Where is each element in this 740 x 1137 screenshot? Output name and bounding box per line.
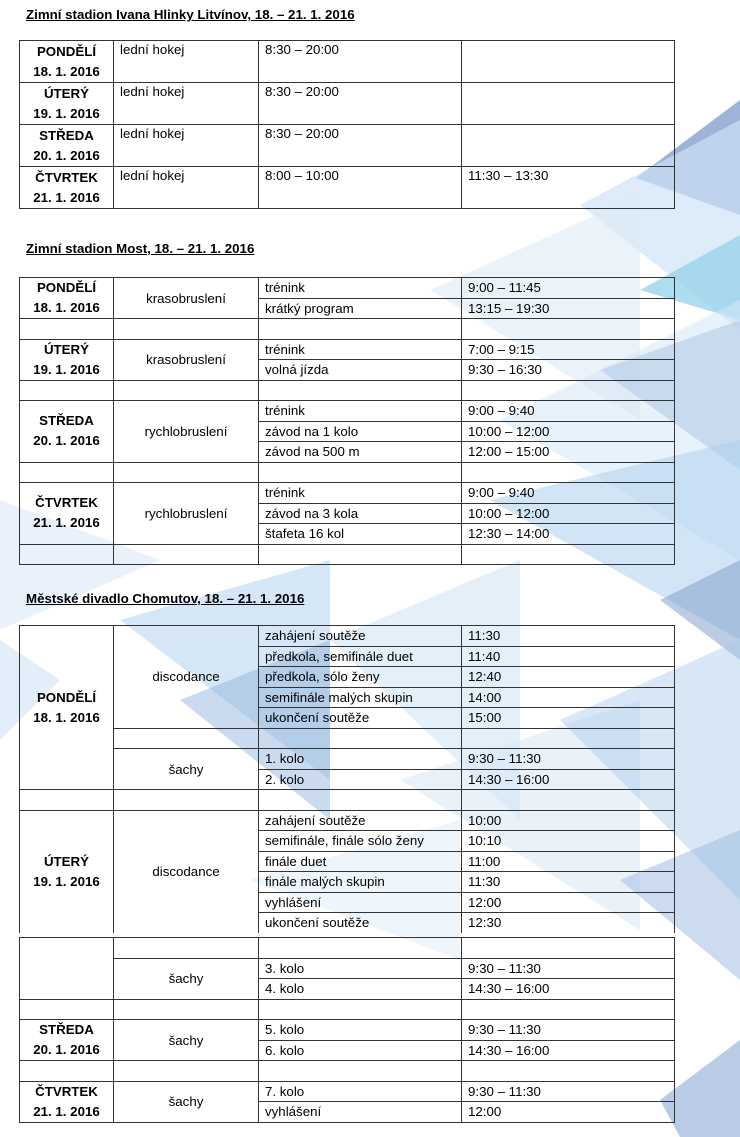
- time-cell: [462, 41, 675, 83]
- day-cell: STŘEDA 20. 1. 2016: [20, 401, 114, 463]
- table-row: [20, 749, 675, 770]
- time-cell: 12:30: [462, 913, 675, 933]
- event-cell: vyhlášení: [259, 1102, 462, 1123]
- event-cell: zahájení soutěže: [259, 626, 462, 647]
- time-cell: 14:30 – 16:00: [462, 979, 675, 1000]
- sport-cell: šachy: [114, 958, 259, 999]
- sport-cell: discodance: [114, 810, 259, 933]
- event-cell: 4. kolo: [259, 979, 462, 1000]
- time-cell: [462, 83, 675, 125]
- event-cell: trénink: [259, 278, 462, 299]
- table-row: [20, 339, 675, 360]
- sport-cell: šachy: [114, 1020, 259, 1061]
- event-cell: krátký program: [259, 298, 462, 319]
- day-cell: ÚTERÝ 19. 1. 2016: [20, 810, 114, 933]
- sport-cell: šachy: [114, 1081, 259, 1122]
- event-cell: volná jízda: [259, 360, 462, 381]
- event-cell: závod na 1 kolo: [259, 421, 462, 442]
- time-cell: 12:40: [462, 667, 675, 688]
- event-cell: 7. kolo: [259, 1081, 462, 1102]
- day-cell-continued: [20, 938, 114, 1000]
- day-cell: ÚTERÝ 19. 1. 2016: [20, 83, 114, 125]
- time-cell: 12:00: [462, 1102, 675, 1123]
- chomutov-table-part1: [19, 625, 675, 933]
- time-cell: 11:30 – 13:30: [462, 167, 675, 209]
- spacer-row: [20, 380, 675, 401]
- sport-cell: krasobruslení: [114, 339, 259, 380]
- time-cell: 8:30 – 20:00: [259, 83, 462, 125]
- event-cell: trénink: [259, 401, 462, 422]
- event-cell: ukončení soutěže: [259, 913, 462, 933]
- day-cell: ÚTERÝ 19. 1. 2016: [20, 339, 114, 380]
- time-cell: 9:00 – 11:45: [462, 278, 675, 299]
- sport-cell: lední hokej: [114, 125, 259, 167]
- spacer-row: [20, 1061, 675, 1082]
- sport-cell: krasobruslení: [114, 278, 259, 319]
- time-cell: 15:00: [462, 708, 675, 729]
- time-cell: 12:00 – 15:00: [462, 442, 675, 463]
- day-cell: ČTVRTEK 21. 1. 2016: [20, 1081, 114, 1122]
- time-cell: 10:00: [462, 810, 675, 831]
- table-row: [20, 278, 675, 299]
- spacer-row: [20, 728, 675, 749]
- event-cell: předkola, sólo ženy: [259, 667, 462, 688]
- time-cell: 14:30 – 16:00: [462, 1040, 675, 1061]
- table-row: [20, 810, 675, 831]
- event-cell: finále malých skupin: [259, 872, 462, 893]
- time-cell: 14:00: [462, 687, 675, 708]
- time-cell: 7:00 – 9:15: [462, 339, 675, 360]
- table-row: [20, 483, 675, 504]
- event-cell: semifinále malých skupin: [259, 687, 462, 708]
- time-cell: 14:30 – 16:00: [462, 769, 675, 790]
- sport-cell: rychlobruslení: [114, 483, 259, 545]
- day-cell: PONDĚLÍ 18. 1. 2016: [20, 41, 114, 83]
- event-cell: 2. kolo: [259, 769, 462, 790]
- event-cell: finále duet: [259, 851, 462, 872]
- sport-cell: discodance: [114, 626, 259, 729]
- day-cell: STŘEDA 20. 1. 2016: [20, 125, 114, 167]
- time-cell: 9:00 – 9:40: [462, 483, 675, 504]
- section-title-litvinov: Zimní stadion Ivana Hlinky Litvínov, 18. – 21. 1. 2016: [26, 7, 355, 22]
- event-cell: štafeta 16 kol: [259, 524, 462, 545]
- time-cell: 10:10: [462, 831, 675, 852]
- time-cell: 12:30 – 14:00: [462, 524, 675, 545]
- event-cell: předkola, semifinále duet: [259, 646, 462, 667]
- day-cell: ČTVRTEK 21. 1. 2016: [20, 483, 114, 545]
- spacer-row: [20, 544, 675, 565]
- time-cell: 12:00: [462, 892, 675, 913]
- time-cell: 10:00 – 12:00: [462, 421, 675, 442]
- time-cell: 11:30: [462, 872, 675, 893]
- table-row: [20, 41, 675, 83]
- table-row: [20, 1081, 675, 1102]
- time-cell: 8:30 – 20:00: [259, 41, 462, 83]
- time-cell: 9:00 – 9:40: [462, 401, 675, 422]
- event-cell: 6. kolo: [259, 1040, 462, 1061]
- litvinov-table: [19, 40, 675, 209]
- table-row: [20, 167, 675, 209]
- sport-cell: šachy: [114, 749, 259, 790]
- event-cell: 3. kolo: [259, 958, 462, 979]
- time-cell: 9:30 – 11:30: [462, 749, 675, 770]
- time-cell: 9:30 – 11:30: [462, 1020, 675, 1041]
- time-cell: 8:00 – 10:00: [259, 167, 462, 209]
- spacer-row: [20, 462, 675, 483]
- time-cell: 9:30 – 16:30: [462, 360, 675, 381]
- time-cell: 13:15 – 19:30: [462, 298, 675, 319]
- sport-cell: lední hokej: [114, 41, 259, 83]
- day-cell: PONDĚLÍ 18. 1. 2016: [20, 626, 114, 790]
- section-title-chomutov: Městské divadlo Chomutov, 18. – 21. 1. 2016: [26, 591, 305, 606]
- table-row: [20, 125, 675, 167]
- event-cell: závod na 3 kola: [259, 503, 462, 524]
- time-cell: 11:30: [462, 626, 675, 647]
- most-table: [19, 277, 675, 565]
- time-cell: 9:30 – 11:30: [462, 1081, 675, 1102]
- event-cell: ukončení soutěže: [259, 708, 462, 729]
- event-cell: trénink: [259, 483, 462, 504]
- event-cell: 5. kolo: [259, 1020, 462, 1041]
- sport-cell: lední hokej: [114, 83, 259, 125]
- time-cell: 10:00 – 12:00: [462, 503, 675, 524]
- table-row: [20, 958, 675, 979]
- time-cell: 9:30 – 11:30: [462, 958, 675, 979]
- time-cell: 8:30 – 20:00: [259, 125, 462, 167]
- event-cell: vyhlášení: [259, 892, 462, 913]
- chomutov-table-part2: [19, 937, 675, 1123]
- day-cell: STŘEDA 20. 1. 2016: [20, 1020, 114, 1061]
- event-cell: 1. kolo: [259, 749, 462, 770]
- spacer-row: [20, 999, 675, 1020]
- event-cell: zahájení soutěže: [259, 810, 462, 831]
- time-cell: 11:00: [462, 851, 675, 872]
- day-cell: ČTVRTEK 21. 1. 2016: [20, 167, 114, 209]
- time-cell: [462, 125, 675, 167]
- sport-cell: rychlobruslení: [114, 401, 259, 463]
- event-cell: trénink: [259, 339, 462, 360]
- table-row: [20, 83, 675, 125]
- section-title-most: Zimní stadion Most, 18. – 21. 1. 2016: [26, 241, 255, 256]
- spacer-row: [20, 938, 675, 959]
- event-cell: závod na 500 m: [259, 442, 462, 463]
- day-cell: PONDĚLÍ 18. 1. 2016: [20, 278, 114, 319]
- event-cell: semifinále, finále sólo ženy: [259, 831, 462, 852]
- time-cell: 11:40: [462, 646, 675, 667]
- table-row: [20, 401, 675, 422]
- table-row: [20, 1020, 675, 1041]
- table-row: [20, 626, 675, 647]
- sport-cell: lední hokej: [114, 167, 259, 209]
- spacer-row: [20, 319, 675, 340]
- spacer-row: [20, 790, 675, 811]
